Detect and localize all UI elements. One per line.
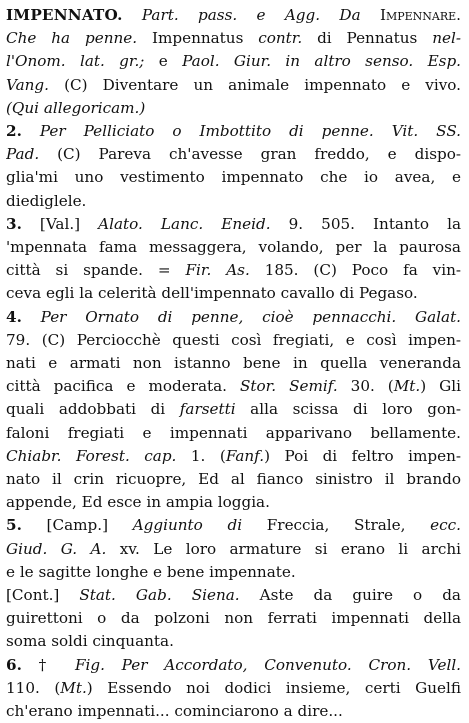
entry-line [6,630,461,653]
entry-line [6,700,461,723]
entry-text: Giud. G. A. [6,539,107,558]
entry-line [6,538,461,561]
entry-text: Pad. [6,145,40,164]
entry-text: 4. [6,307,22,326]
entry-line [6,50,461,73]
entry-text: † [21,655,75,674]
entry-text: Aggiunto di [132,516,243,535]
entry-text: quali addobbati di [6,400,180,419]
entry-text: alla scissa di loro gon- [235,400,461,419]
entry-text: Per Pelliciato o Imbottito di penne. Vit. SS. [39,122,461,141]
entry-line [6,27,461,50]
entry-text: 6. [6,655,22,674]
entry-text: 1. ( [176,446,226,465]
entry-text: farsetti [179,400,236,419]
entry-line [6,398,461,421]
entry-line [6,584,461,607]
entry-text: Che ha penne. [6,29,138,48]
entry-text: 185. (C) Poco fa vin- [249,261,461,280]
entry-text: Fir. As. [185,261,250,280]
entry-text: ecc. [430,516,461,535]
entry-line [6,468,461,491]
entry-text: (C) Pareva ch'avesse gran freddo, e dispo- [39,145,461,164]
entry-line [6,677,461,700]
entry-text: Stor. Semif. [240,377,338,396]
entry-text: soma soldi cinquanta. [6,632,174,651]
entry-text: 30. ( [337,377,394,396]
entry-line [6,143,461,166]
entry-text: e [158,52,183,71]
entry-line [6,282,461,305]
entry-text: di Pennatus [302,29,433,48]
entry-line [6,306,461,329]
entry-text: città pacifica e moderata. [6,377,241,396]
entry-text: nato il crin ricuopre, Ed al fianco sinistro il brando [6,470,461,489]
entry-text: nati e armati non istanno bene in quella veneranda [6,354,461,373]
entry-text: l'Onom. lat. gr.; [6,52,159,71]
entry-line [6,422,461,445]
entry-text: (Qui allegoricam.) [6,98,146,117]
entry-line [6,236,461,259]
entry-text: Impennatus [137,29,259,48]
entry-text: Mt. [60,678,87,697]
entry-line [6,4,461,27]
entry-text: Fanf. [225,446,265,465]
entry-line [6,352,461,375]
entry-text: Stat. Gab. Siena. [79,586,240,605]
entry-text: Per Ornato di penne, cioè pennacchi. Galat. [40,307,461,326]
entry-text: ch'erano impennati... cominciarono a dire... [6,702,343,721]
entry-text: Impennare. [379,6,461,24]
entry-text: città si spande. = [6,261,186,280]
entry-text: Aste da guire o da [239,586,461,605]
entry-text: ) Poi di feltro impen- [264,446,461,465]
entry-line [6,491,461,514]
entry-text: guirettoni o da polzoni non ferrati impennati della [6,609,461,628]
entry-line [6,375,461,398]
entry-text: 110. ( [6,678,61,697]
entry-text: contr. [258,29,303,48]
entry-text [22,122,40,140]
entry-text: ceva egli la celerità dell'impennato cavallo di Pegaso. [6,284,418,303]
entry-text: e le sagitte longhe e bene impennate. [6,562,296,581]
entry-text: ) Gli [420,377,461,396]
entry-text: 3. [6,214,22,233]
entry-line [6,561,461,584]
entry-text: Freccia, Strale, [242,516,431,535]
entry-line [6,74,461,97]
entry-line [6,607,461,630]
entry-text: diediglele. [6,191,87,210]
entry-text: [Camp.] [21,516,133,535]
entry-line [6,654,461,677]
entry-line [6,259,461,282]
entry-text: (C) Diventare un animale impennato e vivo. [48,75,461,94]
entry-text [22,308,41,326]
entry-text [123,6,142,24]
entry-text: IMPENNATO. [6,6,123,24]
entry-line [6,166,461,189]
entry-text: 2. [6,122,22,141]
entry-text [361,6,380,24]
entry-text: Vang. [6,75,49,94]
entry-line [6,190,461,213]
entry-text: 9. 505. Intanto la [270,214,461,233]
entry-text: 'mpennata fama messaggera, volando, per la paurosa [6,238,461,257]
entry-line [6,514,461,537]
entry-text: glia'mi uno vestimento impennato che io avea, e [6,168,461,187]
entry-text: Paol. Giur. in altro senso. Esp. [182,52,461,71]
entry-line [6,213,461,236]
entry-text: Fig. Per Accordato, Convenuto. Cron. Vell. [74,655,461,674]
entry-line [6,445,461,468]
entry-text: Mt. [393,377,421,396]
entry-line [6,97,461,120]
entry-text: [Cont.] [6,586,80,605]
entry-text: xv. Le loro armature si erano li archi [106,539,461,558]
entry-text: nel- [432,29,461,48]
entry-text: [Val.] [21,214,99,233]
entry-text: ) Essendo noi dodici insieme, certi Guelfi [86,678,461,697]
entry-text: 79. (C) Perciocchè questi così fregiati, e così impen- [6,330,461,349]
entry-text: 5. [6,516,22,535]
entry-text: faloni fregiati e impennati apparivano bellamente. [6,423,461,442]
entry-text: Chiabr. Forest. cap. [6,446,177,465]
entry-text: appende, Ed esce in ampia loggia. [6,493,270,512]
entry-text: Alato. Lanc. Eneid. [98,214,271,233]
entry-line [6,329,461,352]
entry-line [6,120,461,143]
entry-text: Part. pass. e Agg. Da [141,6,361,24]
